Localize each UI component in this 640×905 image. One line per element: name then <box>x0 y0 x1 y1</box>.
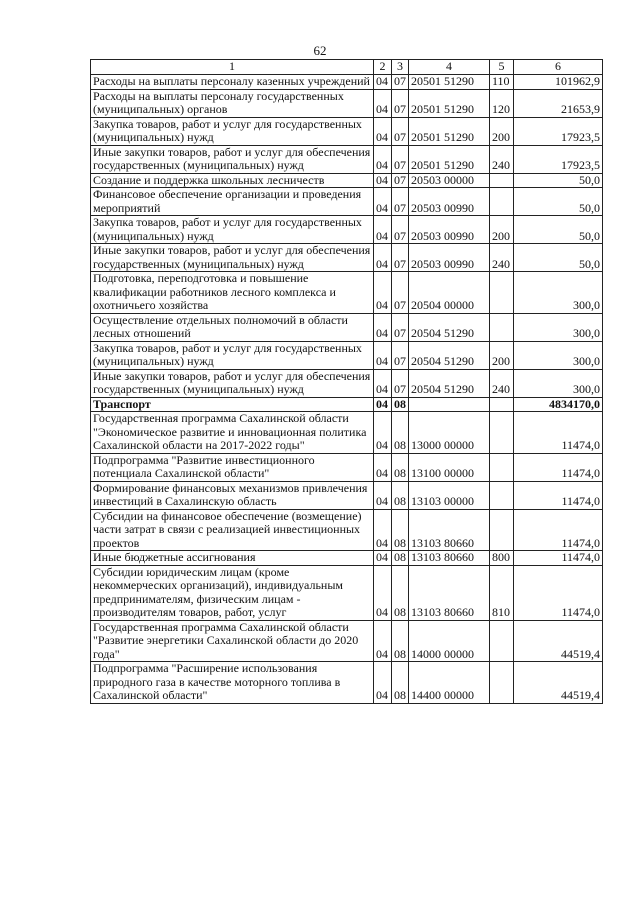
amount-cell: 50,0 <box>514 244 603 272</box>
table-header-row <box>91 60 603 75</box>
target-article-cell: 20503 00990 <box>409 216 490 244</box>
row-name-cell: Подпрограмма "Расширение использования природного газа в качестве моторного топлива в Сахалинской области" <box>91 662 374 704</box>
target-article-cell: 13103 80660 <box>409 565 490 620</box>
section-code-cell: 04 <box>374 551 392 566</box>
row-name-cell: Финансовое обеспечение организации и проведения мероприятий <box>91 188 374 216</box>
section-code-cell: 04 <box>374 620 392 662</box>
section-code-cell: 04 <box>374 412 392 454</box>
subsection-code-cell: 08 <box>392 565 409 620</box>
subsection-code-cell: 08 <box>392 620 409 662</box>
subsection-code-cell: 08 <box>392 412 409 454</box>
table-row <box>91 75 603 90</box>
table-row <box>91 188 603 216</box>
target-article-cell: 13103 80660 <box>409 551 490 566</box>
expense-type-cell <box>490 662 514 704</box>
target-article-cell: 20501 51290 <box>409 117 490 145</box>
section-code-cell: 04 <box>374 173 392 188</box>
target-article-cell: 20501 51290 <box>409 75 490 90</box>
subsection-code-cell: 07 <box>392 244 409 272</box>
target-article-cell: 14400 00000 <box>409 662 490 704</box>
row-name-cell: Иные закупки товаров, работ и услуг для обеспечения государственных (муниципальных) нужд <box>91 145 374 173</box>
column-header: 6 <box>514 60 603 75</box>
row-name-cell: Подпрограмма "Развитие инвестиционного потенциала Сахалинской области" <box>91 453 374 481</box>
amount-cell: 50,0 <box>514 173 603 188</box>
amount-cell: 300,0 <box>514 369 603 397</box>
target-article-cell <box>409 397 490 412</box>
target-article-cell: 20504 00000 <box>409 272 490 314</box>
column-header: 1 <box>91 60 374 75</box>
section-code-cell: 04 <box>374 369 392 397</box>
row-name-cell: Подготовка, переподготовка и повышение квалификации работников лесного комплекса и охотничьего хозяйства <box>91 272 374 314</box>
page-number: 62 <box>313 43 327 58</box>
section-code-cell: 04 <box>374 453 392 481</box>
table-row <box>91 565 603 620</box>
expense-type-cell: 200 <box>490 341 514 369</box>
target-article-cell: 20503 00990 <box>409 188 490 216</box>
expense-type-cell: 110 <box>490 75 514 90</box>
row-name-cell: Закупка товаров, работ и услуг для государственных (муниципальных) нужд <box>91 117 374 145</box>
row-name-cell: Формирование финансовых механизмов привлечения инвестиций в Сахалинскую область <box>91 481 374 509</box>
section-code-cell: 04 <box>374 216 392 244</box>
expense-type-cell <box>490 397 514 412</box>
section-code-cell: 04 <box>374 662 392 704</box>
expense-type-cell: 200 <box>490 117 514 145</box>
table-row <box>91 481 603 509</box>
subsection-code-cell: 07 <box>392 272 409 314</box>
subsection-code-cell: 08 <box>392 453 409 481</box>
subsection-code-cell: 07 <box>392 341 409 369</box>
section-code-cell: 04 <box>374 481 392 509</box>
expense-type-cell: 200 <box>490 216 514 244</box>
section-code-cell: 04 <box>374 313 392 341</box>
column-header: 3 <box>392 60 409 75</box>
expense-type-cell <box>490 620 514 662</box>
row-name-cell: Иные закупки товаров, работ и услуг для обеспечения государственных (муниципальных) нужд <box>91 369 374 397</box>
amount-cell: 17923,5 <box>514 117 603 145</box>
section-code-cell: 04 <box>374 244 392 272</box>
amount-cell: 44519,4 <box>514 662 603 704</box>
section-code-cell: 04 <box>374 272 392 314</box>
subsection-code-cell: 08 <box>392 397 409 412</box>
section-code-cell: 04 <box>374 117 392 145</box>
expense-type-cell: 800 <box>490 551 514 566</box>
amount-cell: 101962,9 <box>514 75 603 90</box>
target-article-cell: 20504 51290 <box>409 369 490 397</box>
table-row <box>91 397 603 412</box>
target-article-cell: 20504 51290 <box>409 313 490 341</box>
column-header: 4 <box>409 60 490 75</box>
table-row <box>91 173 603 188</box>
subsection-code-cell: 07 <box>392 369 409 397</box>
table-row <box>91 662 603 704</box>
subsection-code-cell: 07 <box>392 117 409 145</box>
table-row <box>91 620 603 662</box>
subsection-code-cell: 07 <box>392 173 409 188</box>
row-name-cell: Осуществление отдельных полномочий в области лесных отношений <box>91 313 374 341</box>
section-code-cell: 04 <box>374 188 392 216</box>
expense-type-cell <box>490 313 514 341</box>
expense-type-cell <box>490 509 514 551</box>
amount-cell: 50,0 <box>514 188 603 216</box>
amount-cell: 11474,0 <box>514 565 603 620</box>
expense-type-cell <box>490 481 514 509</box>
amount-cell: 300,0 <box>514 272 603 314</box>
section-code-cell: 04 <box>374 145 392 173</box>
table-row <box>91 145 603 173</box>
amount-cell: 300,0 <box>514 341 603 369</box>
amount-cell: 11474,0 <box>514 412 603 454</box>
table-row <box>91 272 603 314</box>
table-row <box>91 509 603 551</box>
amount-cell: 300,0 <box>514 313 603 341</box>
subsection-code-cell: 08 <box>392 481 409 509</box>
expense-type-cell <box>490 453 514 481</box>
budget-table <box>90 59 603 704</box>
expense-type-cell: 120 <box>490 89 514 117</box>
row-name-cell: Закупка товаров, работ и услуг для государственных (муниципальных) нужд <box>91 341 374 369</box>
expense-type-cell: 240 <box>490 244 514 272</box>
section-code-cell: 04 <box>374 509 392 551</box>
target-article-cell: 20504 51290 <box>409 341 490 369</box>
expense-type-cell <box>490 272 514 314</box>
column-header: 5 <box>490 60 514 75</box>
expense-type-cell: 810 <box>490 565 514 620</box>
subsection-code-cell: 08 <box>392 662 409 704</box>
target-article-cell: 20501 51290 <box>409 145 490 173</box>
table-row <box>91 216 603 244</box>
target-article-cell: 20503 00990 <box>409 244 490 272</box>
amount-cell: 21653,9 <box>514 89 603 117</box>
column-header: 2 <box>374 60 392 75</box>
target-article-cell: 20501 51290 <box>409 89 490 117</box>
section-code-cell: 04 <box>374 397 392 412</box>
expense-type-cell <box>490 188 514 216</box>
table-row <box>91 369 603 397</box>
row-name-cell: Субсидии юридическим лицам (кроме некоммерческих организаций), индивидуальным предпринимателям, физическим лицам - производителям товаров, работ, услуг <box>91 565 374 620</box>
amount-cell: 50,0 <box>514 216 603 244</box>
table-row <box>91 89 603 117</box>
row-name-cell: Иные бюджетные ассигнования <box>91 551 374 566</box>
subsection-code-cell: 07 <box>392 145 409 173</box>
section-code-cell: 04 <box>374 341 392 369</box>
amount-cell: 4834170,0 <box>514 397 603 412</box>
section-code-cell: 04 <box>374 89 392 117</box>
table-row <box>91 551 603 566</box>
subsection-code-cell: 07 <box>392 313 409 341</box>
target-article-cell: 13103 00000 <box>409 481 490 509</box>
row-name-cell: Транспорт <box>91 397 374 412</box>
table-row <box>91 341 603 369</box>
section-code-cell: 04 <box>374 565 392 620</box>
target-article-cell: 13100 00000 <box>409 453 490 481</box>
row-name-cell: Создание и поддержка школьных лесничеств <box>91 173 374 188</box>
row-name-cell: Государственная программа Сахалинской области "Развитие энергетики Сахалинской области до 2020 года" <box>91 620 374 662</box>
expense-type-cell <box>490 173 514 188</box>
table-row <box>91 313 603 341</box>
subsection-code-cell: 08 <box>392 551 409 566</box>
amount-cell: 11474,0 <box>514 551 603 566</box>
subsection-code-cell: 07 <box>392 75 409 90</box>
amount-cell: 44519,4 <box>514 620 603 662</box>
table-row <box>91 412 603 454</box>
amount-cell: 11474,0 <box>514 453 603 481</box>
expense-type-cell <box>490 412 514 454</box>
table-row <box>91 453 603 481</box>
row-name-cell: Закупка товаров, работ и услуг для государственных (муниципальных) нужд <box>91 216 374 244</box>
table-row <box>91 117 603 145</box>
amount-cell: 11474,0 <box>514 481 603 509</box>
amount-cell: 11474,0 <box>514 509 603 551</box>
section-code-cell: 04 <box>374 75 392 90</box>
table-row <box>91 244 603 272</box>
target-article-cell: 13103 80660 <box>409 509 490 551</box>
row-name-cell: Расходы на выплаты персоналу казенных учреждений <box>91 75 374 90</box>
expense-type-cell: 240 <box>490 369 514 397</box>
subsection-code-cell: 07 <box>392 188 409 216</box>
subsection-code-cell: 08 <box>392 509 409 551</box>
target-article-cell: 14000 00000 <box>409 620 490 662</box>
row-name-cell: Расходы на выплаты персоналу государственных (муниципальных) органов <box>91 89 374 117</box>
expense-type-cell: 240 <box>490 145 514 173</box>
subsection-code-cell: 07 <box>392 216 409 244</box>
target-article-cell: 13000 00000 <box>409 412 490 454</box>
row-name-cell: Иные закупки товаров, работ и услуг для обеспечения государственных (муниципальных) нужд <box>91 244 374 272</box>
row-name-cell: Государственная программа Сахалинской области "Экономическое развитие и инновационная политика Сахалинской области на 2017-2022 годы" <box>91 412 374 454</box>
target-article-cell: 20503 00000 <box>409 173 490 188</box>
amount-cell: 17923,5 <box>514 145 603 173</box>
row-name-cell: Субсидии на финансовое обеспечение (возмещение) части затрат в связи с реализацией инвестиционных проектов <box>91 509 374 551</box>
subsection-code-cell: 07 <box>392 89 409 117</box>
